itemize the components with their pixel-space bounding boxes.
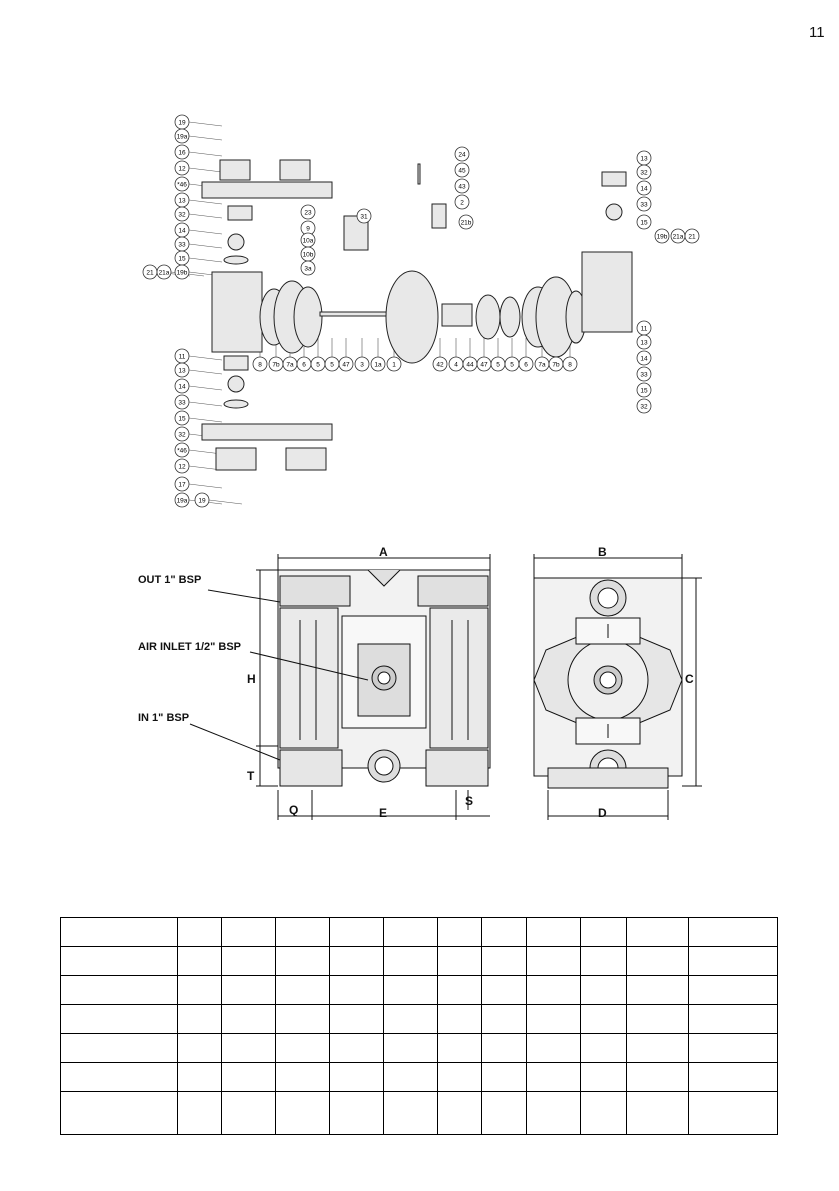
upper-bubble-5 bbox=[301, 205, 315, 219]
upper-bubble-7 bbox=[357, 209, 371, 223]
svg-text:7b: 7b bbox=[552, 361, 560, 369]
table-row bbox=[61, 976, 778, 1005]
right-bubble-8 bbox=[637, 321, 651, 335]
dim-label-t: T bbox=[247, 769, 255, 783]
table-cell bbox=[580, 1005, 626, 1034]
svg-text:21b: 21b bbox=[460, 219, 472, 227]
center-bubble-13 bbox=[477, 357, 491, 371]
center-bubble-19 bbox=[563, 357, 577, 371]
svg-text:44: 44 bbox=[466, 361, 474, 369]
right-bubble-7 bbox=[685, 229, 699, 243]
table-cell bbox=[688, 1034, 777, 1063]
svg-text:*46: *46 bbox=[177, 447, 187, 455]
table-row bbox=[61, 1092, 778, 1135]
part-bubble-14 bbox=[175, 363, 189, 377]
part-bubble-5 bbox=[175, 193, 189, 207]
part-bubble-1 bbox=[175, 129, 189, 143]
part-bubble-3 bbox=[175, 161, 189, 175]
center-bubble-5 bbox=[325, 357, 339, 371]
part-bubble-10 bbox=[143, 265, 157, 279]
svg-text:21a: 21a bbox=[158, 269, 170, 277]
upper-bubble-10 bbox=[301, 261, 315, 275]
upper-bubble-2 bbox=[455, 179, 469, 193]
svg-text:10a: 10a bbox=[302, 237, 314, 245]
table-cell bbox=[580, 976, 626, 1005]
table-cell bbox=[482, 1063, 526, 1092]
table-cell bbox=[276, 1005, 330, 1034]
svg-text:21: 21 bbox=[146, 269, 154, 277]
right-bubble-0 bbox=[637, 151, 651, 165]
table-cell bbox=[61, 1034, 178, 1063]
svg-text:10b: 10b bbox=[302, 251, 314, 259]
table-cell bbox=[438, 1063, 482, 1092]
svg-text:19b: 19b bbox=[176, 269, 188, 277]
center-bubble-9 bbox=[387, 357, 401, 371]
svg-text:7b: 7b bbox=[272, 361, 280, 369]
table-cell bbox=[688, 1063, 777, 1092]
svg-text:12: 12 bbox=[178, 165, 186, 173]
table-cell bbox=[276, 976, 330, 1005]
svg-text:14: 14 bbox=[178, 227, 186, 235]
dim-label-h: H bbox=[247, 672, 256, 686]
table-row bbox=[61, 1005, 778, 1034]
table-cell bbox=[526, 1092, 580, 1135]
center-bubble-4 bbox=[311, 357, 325, 371]
center-bubble-2 bbox=[283, 357, 297, 371]
table-row bbox=[61, 1063, 778, 1092]
svg-text:14: 14 bbox=[178, 383, 186, 391]
svg-text:23: 23 bbox=[304, 209, 312, 217]
center-bubble-10 bbox=[433, 357, 447, 371]
table-cell bbox=[276, 1092, 330, 1135]
table-cell bbox=[330, 1005, 384, 1034]
table-row bbox=[61, 947, 778, 976]
svg-text:45: 45 bbox=[458, 167, 466, 175]
upper-bubble-3 bbox=[455, 195, 469, 209]
dim-label-s: S bbox=[465, 794, 474, 808]
center-bubble-1 bbox=[269, 357, 283, 371]
table-cell bbox=[177, 947, 221, 976]
svg-text:32: 32 bbox=[640, 169, 648, 177]
page-number: 11 bbox=[809, 24, 825, 41]
center-bubble-11 bbox=[449, 357, 463, 371]
right-bubble-13 bbox=[637, 399, 651, 413]
table-cell bbox=[688, 976, 777, 1005]
svg-text:43: 43 bbox=[458, 183, 466, 191]
center-bubble-17 bbox=[535, 357, 549, 371]
dim-label-c: C bbox=[685, 672, 694, 686]
center-bubble-8 bbox=[371, 357, 385, 371]
table-cell bbox=[482, 1092, 526, 1135]
center-bubble-6 bbox=[339, 357, 353, 371]
part-bubble-8 bbox=[175, 237, 189, 251]
svg-text:15: 15 bbox=[640, 219, 648, 227]
upper-bubble-9 bbox=[301, 247, 315, 261]
dimension-table bbox=[60, 917, 778, 1135]
svg-text:*46: *46 bbox=[177, 181, 187, 189]
right-bubble-1 bbox=[637, 165, 651, 179]
air-inlet-callout: AIR INLET 1/2" BSP bbox=[138, 641, 242, 653]
table-cell bbox=[580, 1034, 626, 1063]
table-cell bbox=[438, 976, 482, 1005]
table-cell bbox=[61, 947, 178, 976]
part-bubble-17 bbox=[175, 411, 189, 425]
table-cell bbox=[384, 1005, 438, 1034]
svg-text:7a: 7a bbox=[538, 361, 546, 369]
dim-label-q: Q bbox=[289, 803, 299, 817]
right-bubble-5 bbox=[655, 229, 669, 243]
table-cell bbox=[688, 1005, 777, 1034]
table-cell bbox=[626, 947, 688, 976]
right-bubble-3 bbox=[637, 197, 651, 211]
svg-text:11: 11 bbox=[178, 353, 186, 361]
svg-text:7a: 7a bbox=[286, 361, 294, 369]
svg-text:32: 32 bbox=[640, 403, 648, 411]
table-cell bbox=[526, 1063, 580, 1092]
right-bubble-6 bbox=[671, 229, 685, 243]
svg-text:13: 13 bbox=[640, 155, 648, 163]
table-cell bbox=[482, 976, 526, 1005]
svg-text:32: 32 bbox=[178, 431, 186, 439]
table-cell bbox=[330, 1034, 384, 1063]
svg-text:47: 47 bbox=[342, 361, 350, 369]
svg-text:11: 11 bbox=[640, 325, 648, 333]
part-bubble-7 bbox=[175, 223, 189, 237]
table-cell bbox=[626, 1092, 688, 1135]
upper-bubble-8 bbox=[301, 233, 315, 247]
right-bubble-4 bbox=[637, 215, 651, 229]
table-cell bbox=[438, 1034, 482, 1063]
right-bubble-2 bbox=[637, 181, 651, 195]
svg-text:19: 19 bbox=[178, 119, 186, 127]
table-cell bbox=[526, 976, 580, 1005]
svg-text:9: 9 bbox=[306, 225, 310, 233]
table-cell bbox=[438, 947, 482, 976]
svg-text:19a: 19a bbox=[176, 133, 188, 141]
table-cell bbox=[438, 1092, 482, 1135]
part-bubble-4 bbox=[175, 177, 189, 191]
svg-text:31: 31 bbox=[360, 213, 368, 221]
table-cell bbox=[626, 918, 688, 947]
svg-text:12: 12 bbox=[178, 463, 186, 471]
svg-text:14: 14 bbox=[640, 185, 648, 193]
table-cell bbox=[330, 947, 384, 976]
table-cell bbox=[526, 1005, 580, 1034]
svg-text:15: 15 bbox=[640, 387, 648, 395]
table-cell bbox=[177, 1005, 221, 1034]
svg-text:47: 47 bbox=[480, 361, 488, 369]
svg-text:13: 13 bbox=[178, 197, 186, 205]
center-bubble-16 bbox=[519, 357, 533, 371]
table-cell bbox=[222, 1092, 276, 1135]
svg-text:5: 5 bbox=[510, 361, 514, 369]
center-bubble-3 bbox=[297, 357, 311, 371]
center-bubble-14 bbox=[491, 357, 505, 371]
table-cell bbox=[626, 976, 688, 1005]
part-bubble-9 bbox=[175, 251, 189, 265]
table-cell bbox=[482, 947, 526, 976]
svg-text:6: 6 bbox=[524, 361, 528, 369]
table-cell bbox=[580, 1092, 626, 1135]
table-cell bbox=[330, 976, 384, 1005]
table-cell bbox=[330, 918, 384, 947]
svg-text:19a: 19a bbox=[176, 497, 188, 505]
svg-text:33: 33 bbox=[178, 241, 186, 249]
table-cell bbox=[626, 1063, 688, 1092]
svg-text:15: 15 bbox=[178, 415, 186, 423]
svg-text:15: 15 bbox=[178, 255, 186, 263]
dimension-drawing bbox=[130, 540, 710, 830]
svg-text:8: 8 bbox=[568, 361, 572, 369]
part-bubble-21 bbox=[175, 477, 189, 491]
table-cell bbox=[626, 1034, 688, 1063]
exploded-parts-diagram bbox=[132, 112, 717, 512]
table-cell bbox=[688, 1092, 777, 1135]
table-cell bbox=[384, 976, 438, 1005]
table-cell bbox=[580, 1063, 626, 1092]
table-cell bbox=[177, 1092, 221, 1135]
outlet-callout: OUT 1" BSP bbox=[138, 574, 202, 586]
svg-text:19b: 19b bbox=[656, 233, 668, 241]
svg-text:32: 32 bbox=[178, 211, 186, 219]
table-cell bbox=[688, 918, 777, 947]
table-cell bbox=[330, 1092, 384, 1135]
dim-label-a: A bbox=[379, 545, 388, 559]
part-bubble-16 bbox=[175, 395, 189, 409]
dim-label-d: D bbox=[598, 806, 607, 820]
table-cell bbox=[222, 1034, 276, 1063]
right-bubble-11 bbox=[637, 367, 651, 381]
svg-text:33: 33 bbox=[178, 399, 186, 407]
part-bubble-11 bbox=[157, 265, 171, 279]
upper-bubble-1 bbox=[455, 163, 469, 177]
svg-text:6: 6 bbox=[302, 361, 306, 369]
svg-text:3a: 3a bbox=[304, 265, 312, 273]
svg-text:8: 8 bbox=[258, 361, 262, 369]
svg-text:13: 13 bbox=[178, 367, 186, 375]
svg-text:33: 33 bbox=[640, 201, 648, 209]
svg-text:17: 17 bbox=[178, 481, 186, 489]
svg-text:24: 24 bbox=[458, 151, 466, 159]
right-bubble-9 bbox=[637, 335, 651, 349]
table-cell bbox=[482, 918, 526, 947]
upper-bubble-0 bbox=[455, 147, 469, 161]
svg-text:33: 33 bbox=[640, 371, 648, 379]
part-bubble-0 bbox=[175, 115, 189, 129]
upper-bubble-4 bbox=[459, 215, 473, 229]
table-row bbox=[61, 918, 778, 947]
table-row bbox=[61, 1034, 778, 1063]
table-cell bbox=[276, 1034, 330, 1063]
center-bubble-18 bbox=[549, 357, 563, 371]
table-cell bbox=[384, 1063, 438, 1092]
table-cell bbox=[61, 918, 178, 947]
table-cell bbox=[177, 918, 221, 947]
part-bubble-20 bbox=[175, 459, 189, 473]
table-cell bbox=[384, 1034, 438, 1063]
table-cell bbox=[526, 918, 580, 947]
svg-text:14: 14 bbox=[640, 355, 648, 363]
table-cell bbox=[177, 976, 221, 1005]
table-cell bbox=[222, 1063, 276, 1092]
table-cell bbox=[438, 918, 482, 947]
table-cell bbox=[276, 918, 330, 947]
svg-text:5: 5 bbox=[316, 361, 320, 369]
table-cell bbox=[276, 1063, 330, 1092]
part-bubble-6 bbox=[175, 207, 189, 221]
part-bubble-12 bbox=[175, 265, 189, 279]
part-bubble-19 bbox=[175, 443, 189, 457]
table-cell bbox=[61, 1063, 178, 1092]
right-bubble-12 bbox=[637, 383, 651, 397]
table-cell bbox=[222, 976, 276, 1005]
svg-text:21: 21 bbox=[688, 233, 696, 241]
svg-text:19: 19 bbox=[198, 497, 206, 505]
table-cell bbox=[222, 918, 276, 947]
table-cell bbox=[384, 918, 438, 947]
table-cell bbox=[688, 947, 777, 976]
svg-text:13: 13 bbox=[640, 339, 648, 347]
inlet-callout: IN 1" BSP bbox=[138, 712, 190, 724]
part-bubble-23 bbox=[195, 493, 209, 507]
svg-text:5: 5 bbox=[496, 361, 500, 369]
table-cell bbox=[526, 1034, 580, 1063]
svg-text:5: 5 bbox=[330, 361, 334, 369]
part-bubble-2 bbox=[175, 145, 189, 159]
table-cell bbox=[438, 1005, 482, 1034]
part-bubble-15 bbox=[175, 379, 189, 393]
table-cell bbox=[384, 1092, 438, 1135]
part-bubble-22 bbox=[175, 493, 189, 507]
table-cell bbox=[222, 1005, 276, 1034]
svg-text:3: 3 bbox=[360, 361, 364, 369]
table-cell bbox=[580, 918, 626, 947]
table-cell bbox=[482, 1034, 526, 1063]
table-cell bbox=[526, 947, 580, 976]
table-cell bbox=[330, 1063, 384, 1092]
svg-text:16: 16 bbox=[178, 149, 186, 157]
svg-text:2: 2 bbox=[460, 199, 464, 207]
svg-text:4: 4 bbox=[454, 361, 458, 369]
dim-label-b: B bbox=[598, 545, 607, 559]
dim-label-e: E bbox=[379, 806, 388, 820]
table-cell bbox=[177, 1034, 221, 1063]
table-cell bbox=[580, 947, 626, 976]
part-bubble-13 bbox=[175, 349, 189, 363]
center-bubble-0 bbox=[253, 357, 267, 371]
part-bubble-18 bbox=[175, 427, 189, 441]
center-bubble-12 bbox=[463, 357, 477, 371]
table-cell bbox=[61, 1005, 178, 1034]
center-bubble-15 bbox=[505, 357, 519, 371]
table-cell bbox=[384, 947, 438, 976]
svg-text:21a: 21a bbox=[672, 233, 684, 241]
table-cell bbox=[61, 1092, 178, 1135]
svg-text:42: 42 bbox=[436, 361, 444, 369]
table-cell bbox=[177, 1063, 221, 1092]
center-bubble-7 bbox=[355, 357, 369, 371]
table-cell bbox=[222, 947, 276, 976]
svg-text:1a: 1a bbox=[374, 361, 382, 369]
table-cell bbox=[626, 1005, 688, 1034]
table-cell bbox=[482, 1005, 526, 1034]
table-cell bbox=[61, 976, 178, 1005]
right-bubble-10 bbox=[637, 351, 651, 365]
svg-text:1: 1 bbox=[392, 361, 396, 369]
table-cell bbox=[276, 947, 330, 976]
